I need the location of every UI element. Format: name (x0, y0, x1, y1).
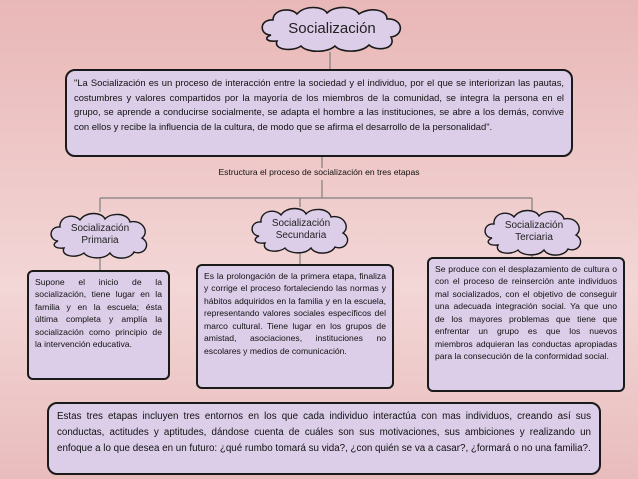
stage-name-line2: Primaria (81, 235, 119, 246)
stage-name-line2: Secundaria (275, 230, 327, 241)
stage-cloud-terciaria (482, 207, 586, 257)
stage-cloud-primaria (48, 210, 152, 260)
stage-cloud-secundaria (249, 205, 353, 255)
stage-description-terciaria: Se produce con el desplazamiento de cultura o con el proceso de reinserción ante individuos mal socializados, con el objetivo de conseguir una adecuada integración social. Ya que uno de los mayores problemas que tiene que enfrentar un grupo es que los nuevos miembros adquieran las conductas apropiadas para la consecución de la conformidad social. (427, 257, 625, 392)
stage-name-line1: Socialización (70, 222, 130, 234)
title-cloud (257, 5, 407, 53)
page-title: Socialización (288, 19, 376, 37)
stage-description-secundaria: Es la prolongación de la primera etapa, finaliza y corrige el proceso fortaleciendo las normas y hábitos adquiridos en la familia y en la escuela, representando valores sociales específicos del marco cultural. Tiene lugar en los grupos de amistad, asociaciones, instituciones no escolares y medios de comunicación. (196, 264, 394, 389)
stage-name-line1: Socialización (271, 217, 331, 229)
definition-box: "La Socialización es un proceso de interacción entre la sociedad y el individuo, por el que se interiorizan las pautas, costumbres y valores compartidos por la mayoría de los miembros de la comunidad, se integra la persona en el grupo, se aprende a conducirse socialmente, se adapta el hombre a las instituciones, se abre a los demás, convive con ellos y recibe la influencia de la cultura, de modo que se afirma el desarrollo de la personalidad". (65, 69, 573, 157)
conclusion-box: Estas tres etapas incluyen tres entornos en los que cada individuo interactúa con mas individuos, creando así sus conductas, actitudes y aptitudes, dándose cuenta de cuáles son sus motivaciones, sus ambiciones y realizando un enfoque a lo que desea en un futuro: ¿qué rumbo tomará su vida?, ¿con quién se va a casar?, ¿formará o no una familia?. (47, 402, 601, 475)
structure-label: Estructura el proceso de socialización en tres etapas (218, 167, 420, 177)
stage-name-line1: Socialización (504, 219, 564, 231)
stage-name-line2: Terciaria (515, 232, 553, 243)
stage-description-primaria: Supone el inicio de la socialización, tiene lugar en la familia y en la escuela; ésta última completa y amplía la socialización como principio de la intervención educativa. (27, 270, 170, 380)
